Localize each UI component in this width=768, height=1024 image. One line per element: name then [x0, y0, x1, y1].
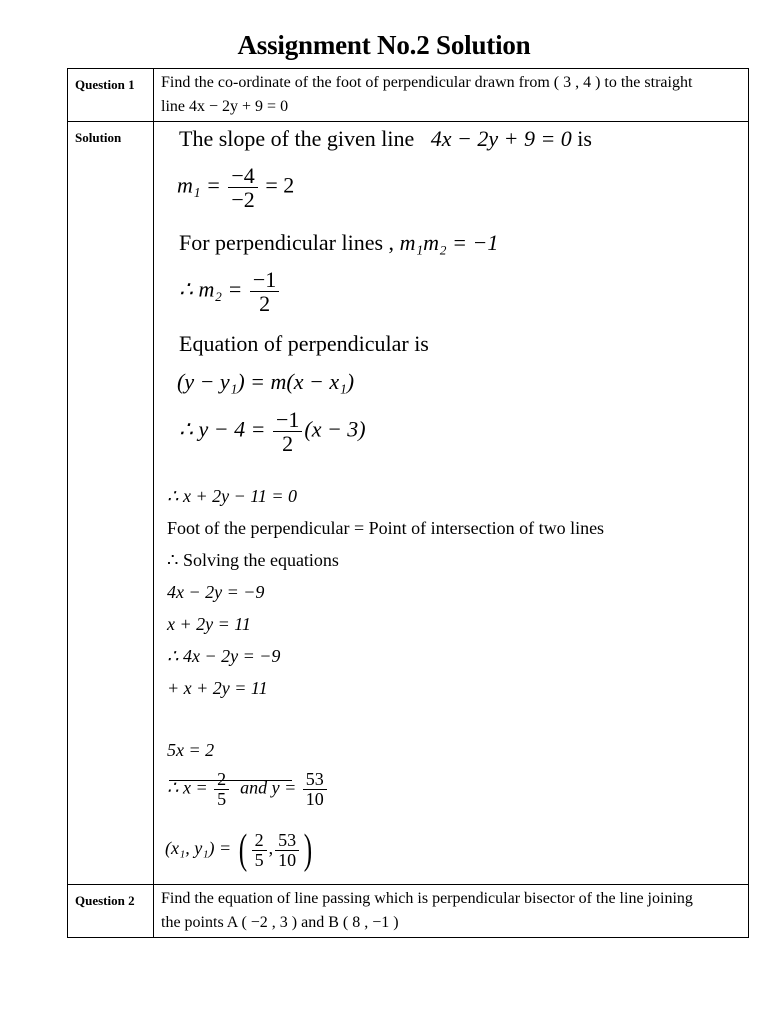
m1-equation: [177, 164, 294, 211]
question-1-line1: Find the co-ordinate of the foot of perpendicular drawn from ( 3 , 4 ) to the straight: [161, 74, 693, 91]
perp-text: For perpendicular lines ,: [179, 230, 395, 255]
question-1-line2: line 4x − 2y + 9 = 0: [161, 98, 289, 115]
left-paren: (: [238, 827, 247, 873]
substituted-lhs: ∴ y − 4 =: [179, 416, 266, 442]
point-slope-equation: (y − y₁) = m(x − x₁): [177, 369, 355, 394]
point-slope-form: [177, 369, 354, 395]
sum-text: 5x = 2: [167, 740, 215, 760]
right-paren: ): [303, 827, 313, 873]
equation-b: [167, 614, 251, 635]
point-lhs: (x₁, y₁) =: [165, 838, 232, 859]
x-lhs: ∴ x =: [167, 777, 208, 798]
y-numerator: 53: [303, 770, 327, 790]
equation-c-text: ∴ 4x − 2y = −9: [167, 646, 281, 666]
point-comma: ,: [268, 838, 274, 859]
is-text: is: [577, 126, 592, 151]
question-1-label: Question 1: [68, 69, 154, 122]
m1-numerator: −4: [228, 164, 257, 188]
substituted-equation: [179, 408, 366, 455]
substituted-numerator: −1: [273, 408, 302, 432]
equation-d: [167, 678, 268, 699]
x-numerator: 2: [214, 770, 229, 790]
m2-numerator: −1: [250, 268, 279, 292]
intersection-point: [165, 829, 315, 871]
question-2-line1: Find the equation of line passing which is perpendicular bisector of the line joining: [161, 890, 693, 907]
question-2-line2: the points A ( −2 , 3 ) and B ( 8 , −1 ): [161, 914, 399, 931]
x-denominator: 5: [217, 788, 227, 809]
equation-of-perpendicular-text: Equation of perpendicular is: [179, 331, 429, 356]
given-line-equation: 4x − 2y + 9 = 0: [430, 126, 572, 151]
m1-rhs: = 2: [265, 172, 295, 198]
and-y-text: and y =: [240, 777, 297, 798]
assignment-table: [67, 68, 749, 938]
equation-b-text: x + 2y = 11: [167, 614, 251, 634]
perp-equation: m₁m₂ = −1: [399, 230, 499, 255]
simplified-equation: [167, 486, 297, 507]
sum-equation: [167, 740, 214, 761]
solution-body: [154, 122, 749, 885]
simplified-text: ∴ x + 2y − 11 = 0: [167, 486, 298, 506]
page-title: Assignment No.2 Solution: [237, 30, 531, 60]
m1-denominator: −2: [231, 187, 255, 213]
question-2-text: [154, 885, 749, 938]
point-x-numerator: 2: [252, 831, 267, 851]
m1-lhs: m₁ =: [177, 172, 221, 198]
x-y-values: [167, 770, 329, 809]
m2-lhs: ∴ m₂ =: [179, 276, 243, 302]
solution-label: Solution: [68, 122, 154, 885]
y-denominator: 10: [305, 788, 324, 809]
question-1-text: [154, 69, 749, 122]
point-y-denominator: 10: [278, 849, 297, 870]
perpendicular-condition: [179, 230, 498, 256]
slope-intro-text: The slope of the given line: [179, 126, 415, 151]
question-1-row: [68, 69, 749, 122]
m2-equation: [179, 268, 281, 315]
solution-row: [68, 122, 749, 885]
m2-denominator: 2: [259, 291, 271, 317]
point-y-numerator: 53: [275, 831, 299, 851]
solving-text: ∴ Solving the equations: [167, 550, 339, 570]
foot-of-perpendicular-text: Foot of the perpendicular = Point of intersection of two lines: [167, 518, 605, 538]
equation-c: [167, 646, 280, 667]
equation-d-text: + x + 2y = 11: [167, 678, 268, 698]
point-x-denominator: 5: [254, 849, 264, 870]
substituted-denominator: 2: [282, 431, 294, 457]
substituted-rhs: (x − 3): [304, 416, 366, 442]
slope-intro-line: [179, 126, 592, 152]
question-2-label: Question 2: [68, 885, 154, 938]
question-2-row: [68, 885, 749, 938]
equation-a: [167, 582, 264, 603]
equation-a-text: 4x − 2y = −9: [167, 582, 265, 602]
